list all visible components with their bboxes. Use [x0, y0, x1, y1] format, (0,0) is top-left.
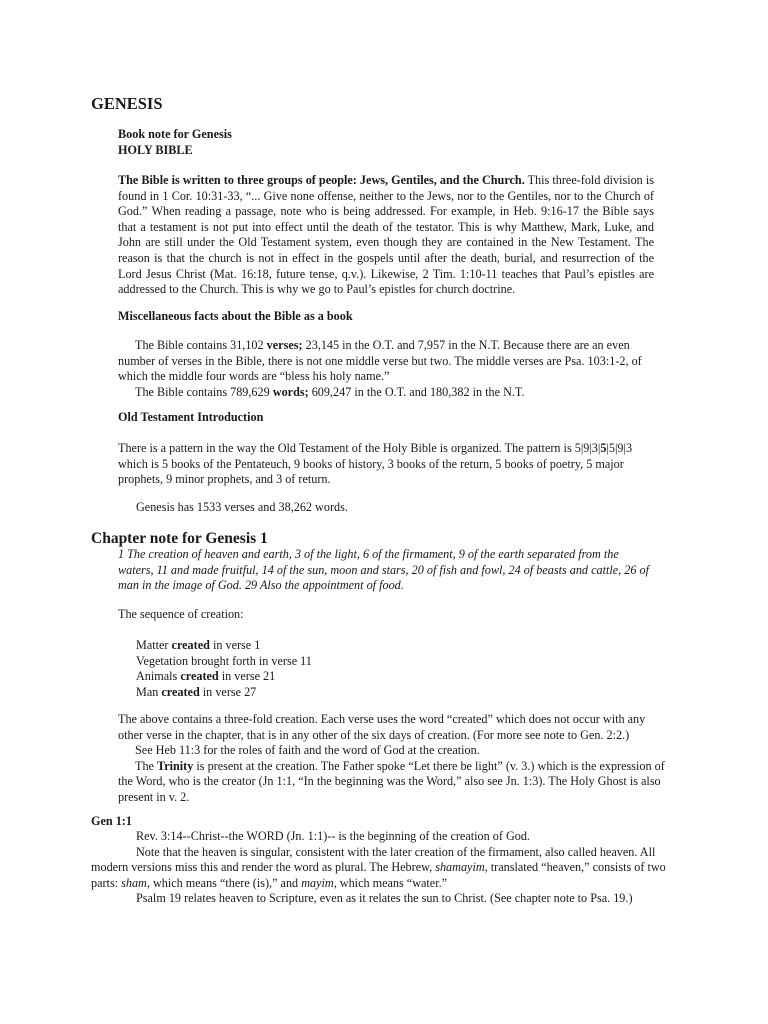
sham-term: sham — [121, 875, 147, 890]
verses-paragraph — [118, 338, 663, 385]
sequence-item — [136, 685, 312, 701]
ot-intro-heading: Old Testament Introduction — [118, 410, 264, 424]
gen-1-1-line1: Rev. 3:14--Christ--the WORD (Jn. 1:1)-- is the beginning of the creation of God. — [136, 829, 530, 843]
three-groups-body: This three-fold division is found in 1 Cor. 10:31-33, “... Give none offense, neither to the Jews, nor to the Gentiles, nor to the Church of God.” When reading a passage, note who is being addressed. For example, in Heb. 9:16-17 the Bible says that a testament is not put into effect until the death of the testator. This is why Matthew, Mark, Luke, and John are still under the Old Testament system, even though they are contained in the New Testament. The reason is that the church is not in effect in the gospels until after the death, burial, and resurrection of the Lord Jesus Christ (Mat. 16:18, future tense, q.v.). Likewise, 2 Tim. 1:10-11 teaches that Paul’s epistles are addressed to the Church. This is why we go to Paul’s epistles for church doctrine. — [118, 173, 654, 297]
ot-pattern-pre: There is a pattern in the way the Old Testament of the Holy Bible is organized. The pattern is 5|9|3| — [118, 441, 601, 455]
sequence-item-pre: Vegetation brought forth in verse 11 — [136, 653, 312, 668]
words-text-post: 609,247 in the O.T. and 180,382 in the N.T. — [308, 384, 525, 399]
sequence-item-pre: Animals — [136, 669, 181, 684]
ot-pattern-bold: 5 — [600, 441, 607, 455]
ot-pattern-paragraph — [118, 441, 658, 488]
trinity-paragraph — [118, 759, 670, 806]
sequence-item-post: in verse 21 — [218, 669, 276, 684]
trinity-bold: Trinity — [157, 758, 194, 773]
three-groups-paragraph — [118, 173, 654, 298]
sequence-item-pre: Matter — [136, 638, 172, 652]
sequence-item-bold: created — [180, 669, 219, 684]
book-note-heading: Book note for Genesis — [118, 127, 232, 141]
trinity-post: is present at the creation. The Father spoke “Let there be light” (v. 3.) which is the expression of the Word, who is the creator (Jn 1:1, “In the beginning was the Word,” also see Jn. 1:3). The Holy Ghost is also present in v. 2. — [118, 758, 665, 804]
threefold-paragraph: The above contains a three-fold creation. Each verse uses the word “created” which does not occur with any other verse in the chapter, that is in any other of the six days of creation. (For more see note to Gen. 2:2.) — [118, 712, 646, 742]
heaven-mid1: , translated “heaven,” consists of two parts: — [91, 860, 666, 890]
words-bold: words; — [272, 384, 309, 399]
trinity-pre: The — [135, 758, 157, 773]
sequence-item — [136, 654, 312, 670]
heb-paragraph: See Heb 11:3 for the roles of faith and the word of God at the creation. — [135, 743, 480, 758]
words-paragraph — [118, 385, 663, 401]
three-groups-lead: The Bible is written to three groups of people: Jews, Gentiles, and the Church. — [118, 173, 525, 187]
sequence-item-pre: Man — [136, 684, 162, 699]
shamayim-term: shamayim — [435, 860, 485, 875]
heaven-pre: Note that the heaven is singular, consistent with the later creation of the firmament, also called heaven. All modern versions miss this and render the word as plural. The Hebrew, — [91, 844, 656, 875]
genesis-count: Genesis has 1533 verses and 38,262 words. — [136, 500, 348, 514]
page-title: GENESIS — [91, 94, 163, 113]
sequence-item-post: in verse 1 — [209, 638, 261, 652]
heaven-post: , which means “water.” — [333, 875, 448, 890]
gen-1-1-psalm-paragraph: Psalm 19 relates heaven to Scripture, even as it relates the sun to Christ. (See chapter note to Psa. 19.) — [136, 891, 633, 906]
sequence-item-post: in verse 27 — [199, 684, 257, 699]
verses-text-post: 23,145 in the O.T. and 7,957 in the N.T. Because there are an even number of verses in the Bible, there is not one middle verse but two. The middle verses are Psa. 103:1-2, of which the middle four words are “bless his holy name.” — [118, 338, 642, 384]
ot-pattern-post: |5|9|3 which is 5 books of the Pentateuch, 9 books of history, 3 books of the return, 5 books of poetry, 5 major prophets, 9 minor prophets, and 3 of return. — [118, 441, 633, 487]
verses-bold: verses; — [266, 338, 303, 352]
gen-1-1-heaven-paragraph — [91, 845, 671, 892]
gen-1-1-block — [91, 829, 671, 907]
gen-1-1-heading: Gen 1:1 — [91, 814, 132, 828]
words-text-pre: The Bible contains 789,629 — [135, 384, 273, 399]
sequence-item-bold: created — [171, 638, 210, 652]
sequence-item — [136, 638, 312, 654]
verses-text-pre: The Bible contains 31,102 — [135, 338, 267, 352]
holy-bible-subheading: HOLY BIBLE — [118, 143, 193, 157]
chapter-note-heading: Chapter note for Genesis 1 — [91, 530, 268, 547]
sequence-list — [136, 638, 312, 700]
heaven-mid2: , which means “there (is),” and — [146, 875, 302, 890]
chapter-summary: 1 The creation of heaven and earth, 3 of the light, 6 of the firmament, 9 of the earth separated from the waters, 11 and made fruitful, 14 of the sun, moon and stars, 20 of fish and fowl, 24 of beasts and cattle, 26 of man in the image of God. 29 Also the appointment of food. — [118, 547, 649, 593]
mayim-term: mayim — [301, 875, 334, 890]
misc-facts-heading: Miscellaneous facts about the Bible as a book — [118, 309, 353, 323]
sequence-item-bold: created — [161, 684, 200, 699]
threefold-block — [118, 712, 670, 806]
misc-facts-block — [118, 338, 663, 400]
sequence-item — [136, 669, 312, 685]
sequence-heading: The sequence of creation: — [118, 607, 244, 621]
